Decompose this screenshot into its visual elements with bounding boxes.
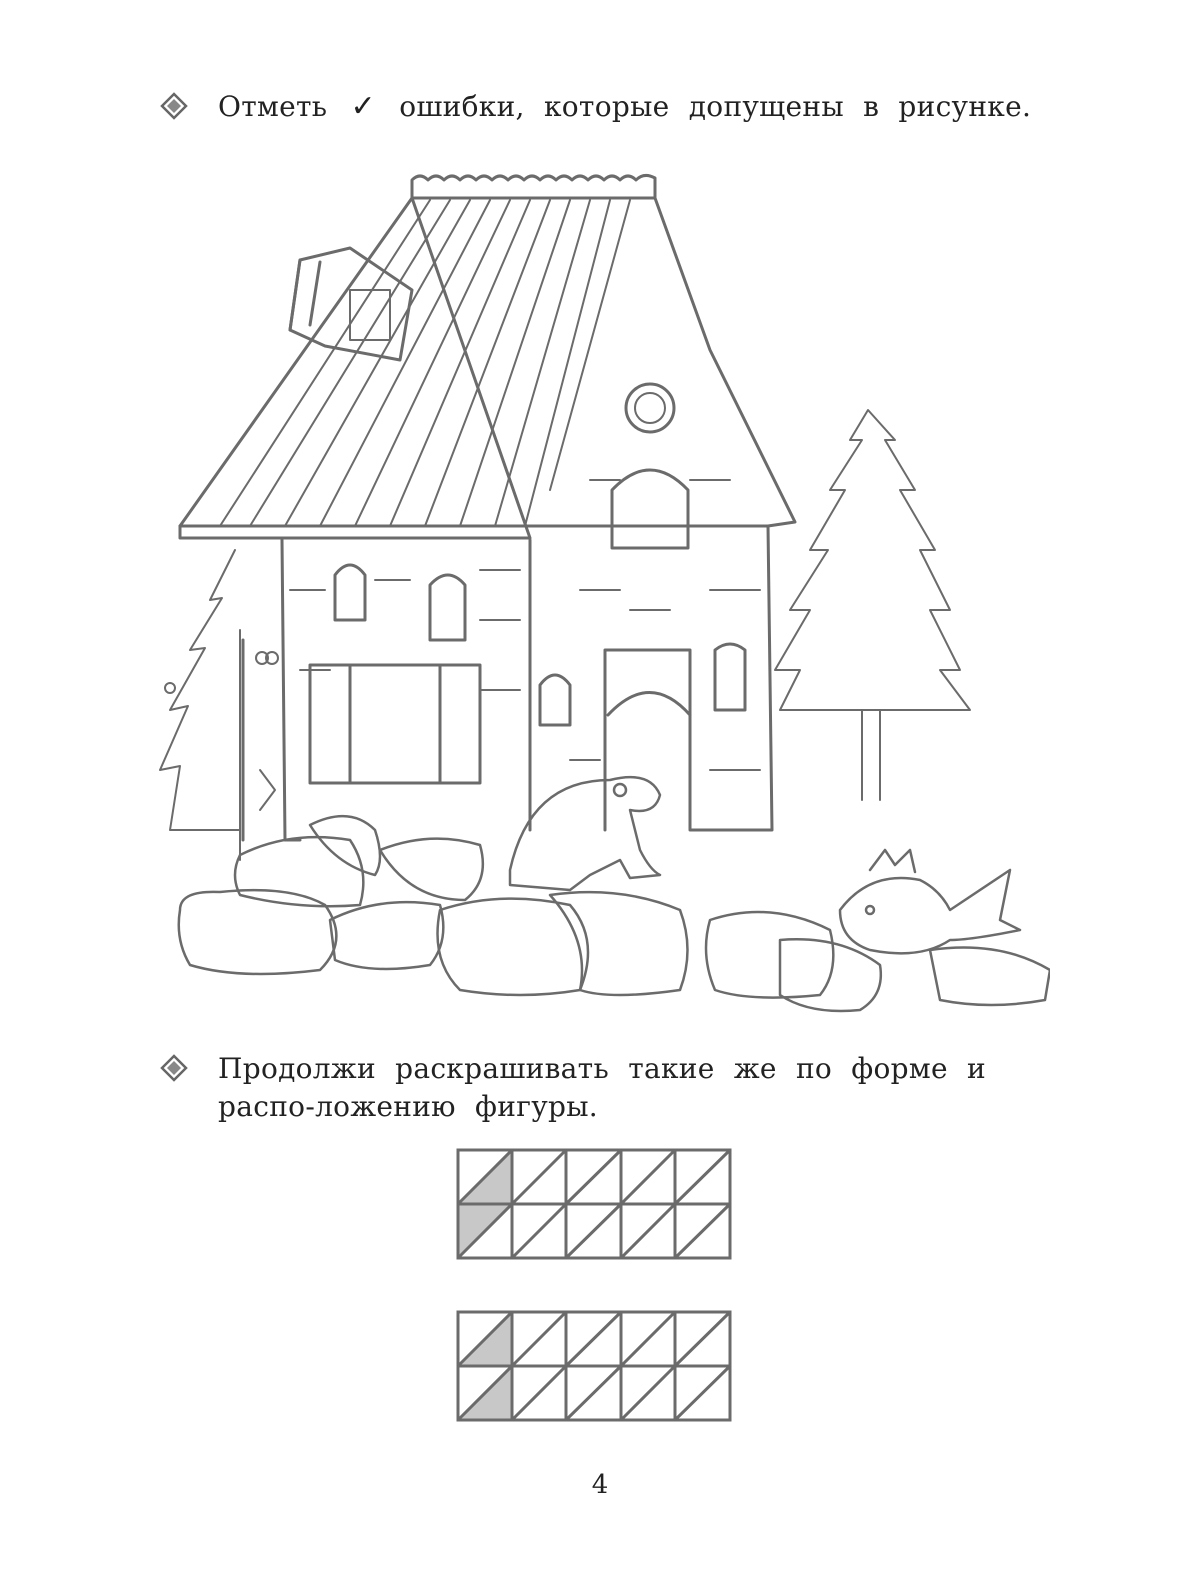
task-1-text [218,88,1100,126]
roof [180,175,795,538]
rocks [179,816,1050,1011]
task-2 [160,1050,1100,1126]
house-walls [243,526,772,840]
diamond-bullet-icon [160,1054,188,1082]
roof-stripes [220,200,630,526]
round-window [626,384,674,432]
task-1-text-before: Отметь [218,90,328,123]
arched-window-top [612,470,688,548]
task-2-text: Продолжи раскрашивать такие же по форме и распо-ложению фигуры. [218,1052,986,1123]
task-1-text-after: ошибки, которые допущены в рисунке. [399,90,1032,123]
frog [510,777,660,890]
house-illustration [150,150,1050,1030]
diamond-bullet-icon [160,92,188,120]
shutter-window [310,665,480,783]
task-1 [160,88,1100,126]
triangle-grid-2[interactable] [456,1310,732,1422]
fish [840,850,1020,953]
checkmark-icon: ✓ [350,89,376,124]
door [608,693,690,716]
left-tree [160,550,278,860]
right-tree [775,410,970,800]
page-number: 4 [591,1470,609,1500]
triangle-grid-1[interactable] [456,1148,732,1260]
